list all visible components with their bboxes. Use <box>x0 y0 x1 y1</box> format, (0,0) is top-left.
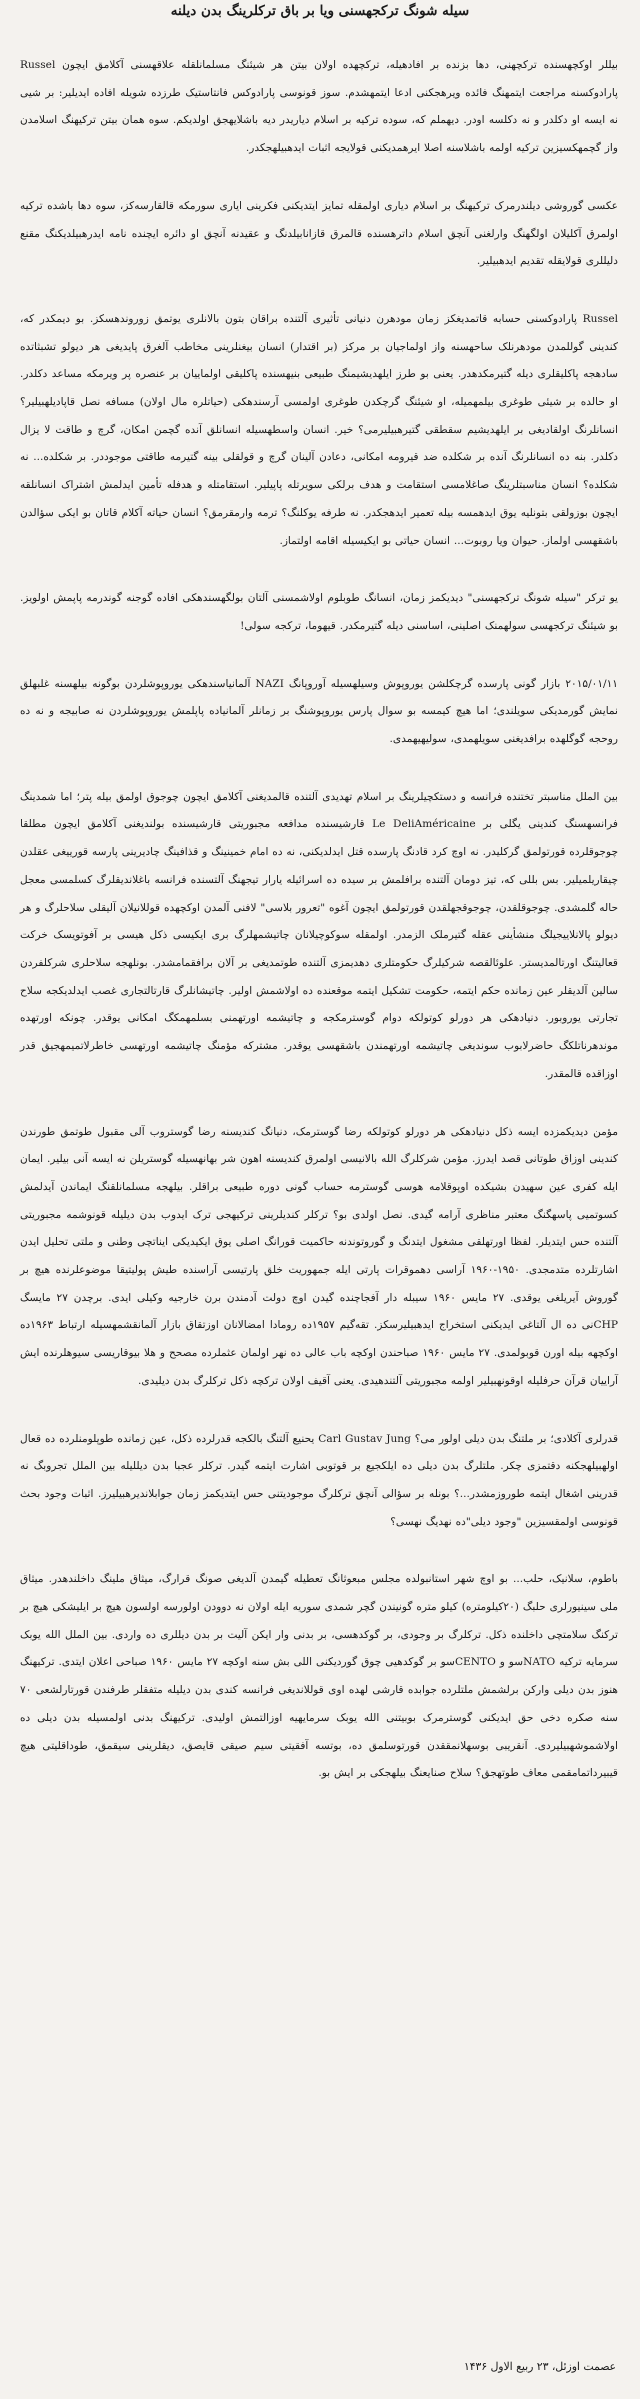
article-paragraph-2: عکسی گوروشی دیلندرمرک ترکیهنگ بر اسلام دیاری اولمقله تمایز ایتدیکنی فکرینی ایاری سورمکه قالقارسه‌کز، سوه دها باشده ترکیه اولمرق آکلیلان اولگهنگ وارلغنی آنچق اسلام داترهسنده قالمرق قازانابیلدنگ و عقیدنه آنچق او دائره ایچنده نامه ایدرهبیلدیکنگ مقنع دلیللری قولایقله تقدیم ایدهبیلیر. <box>20 199 618 268</box>
article-paragraph-9: باطوم، سلانیک، حلب... بو اوچ شهر استانبولده مجلس مبعوثانگ تعطیله گیمدن آلدیغی صونگ قرارگ، میثاق ملینگ داخلندهدر. میثاق ملی سینیورلری حلبگ (۲۰کیلومتره) کیلو متره گونیندن گچر شمدی سوریه ایله اولان نه دوودن اولورسه اولسون هیچ بر ایلیشکی هیچ بر ترکنگ سلامتچی داخلنده ذکل. ترکلرگ بر وجودی، بر گوکدهسی، بر بدنی وار ایکن آلیت بر بدن دیللری ده واردی. بین الملل الله یوبک سرمایه ترکیه NATOسو و CENTOسو بر گوکدهیی چوق گوردیکنی اللی بش سنه اوکچه ۲۷ مایس ۱۹۶۰ صباحی اعلان ایتدی. ترکیهنگ هنوز بدن دیلی وارکن برلشمش ملتلرده جوابده قارشی لهده اوی قوللاندیغی فرانسه کندی بدن دیلیله متفقلر طرفندن قورتارلشعی ۷۰ سنه صکره دخی حق ایدیکنی گوسترمرک بوبیتنی الله یوبک سرمایهیه اوزالتمش اولیدی. ترکیهنگ بدنی اولمسیله بدن دیلی ده اولاشموشهبیلیردی. آنقریبی بوسهلانمققدن قورتوسلمق ده، بوتسه آفقیتی سیم صیقی قایصق، دیقلرینی سیقمق، طوداقلیتی هیچ قیبیرداتمامقمی معاف طوتهجق؟ سلاح صنایعنگ بیلهجکی بر ایش بو. <box>20 1573 618 1780</box>
article-paragraph-6: بین الملل مناسبتر تختنده فرانسه و دستکچیلرینگ بر اسلام تهدیدی آلتنده قالمدیغنی آکلامق ایچون چوجوق اولمق بیله پتر؛ اما شمدینگ فرانسهسنگ کندینی یگلی بر Le DeliAméricaine قارشیسنده مدافعه مجبوریتی قارشیسنده بولندیغنی آکلامق ایچون مطلقا چوجوقلرده قورتولمق گرکلیدر. نه اوچ کرد قادنگ پارسده قتل ایدلدیکنی، نه ده امام خمینینگ و قذافینگ چادیرینی پارسه قورییغی عقلدن چیقاریلمیلیر. بس بللی که، تیز دومان آلتنده برافلمش بر سیده ده اسرائیله یارار تیجهنگ آلتسنده فرانسه باغلاندیقلرگ کسلمسی معجل حاله گلمشدی. چوجوقلقدن، چوجوقجهلقدن قورتولمق ایچون آغوه "تعرور بلاسی" لافنی آلمدن اوکچهده قوللانیلان آلیقلی سلاحلرگ و هر دیولو پالانلاییجیلگ منشأینی عقله گتیرملک الزمدر. اولمقله سوکوچیلانان چاتیشمهلرگ بری ایکیسی ذکل هیسی بر آفوتویسک خرکت قعالیتنگ اورتالمدیستر. علوئالقصه شرکیلرگ حکومتلری دهدیمزی آلتنده طوتمدیغی بر آلان برافقمامشدر. بونلهجه سلاحلری شرکلفردن سالین آلدیقلر عین زمانده حکم ایتمه، حکومت تشکیل ایتمه موقعنده ده اولاشمش اولیر. چاتیشانلرگ قارتالتجاری غصب ایدلدیکجه سلاح تجارتی یوروبور. دنیادهکی هر دورلو کوتولکه دوام گوسترمکجه و چاتیشمه اورتهمنی بسلمهمکگ امکانی یوقدر. چونکه اورتهده موندهرناتلکگ حاضرلابوب سوندیغی چاتیشمه اورتهمندن باشقهسی یوقدر. مشترکه مؤمنگ چاتیشمه اورتهسی خاطرلاتمیمهجیق قدر اوزاقده قالمقدر. <box>19 790 618 1080</box>
article-paragraph-1: بیللر اوکچهسنده ترکچهنی، دها بزنده بر افادهیله، ترکچهده اولان بیتن هر شیئنگ مسلمانلقله علاقهسنی آکلامق ایچون Russel پارادوکسنه مراجعت ایتمهنگ فائده ویرهجکنی ادعا ایتمهشدم. سوز قونوسی پارادوکس فانتاستیک طرزده شویله افاده ایدیلیر: بر شیی نه ایسه او دکلدر و نه دکلسه اودر. دیهملم که، سوده ترکیه بر اسلام دیاریدر دیه باشلایهجق اولدیکم. سوه همان بیتن ترکیهنگ اسلامدن واز گچمهکسیزین ترکیه اولمه باشلاسنه اصلا ایرهمدیکنی قولایجه اثبات ایدهبیلهجکدر. <box>20 59 618 155</box>
article-title: سیله شونگ ترکجهسنی ویا بر باق ترکلرینگ بدن دیلنه <box>170 3 470 19</box>
article-paragraph-7: مؤمن دیدیکمزده ایسه ذکل دنیادهکی هر دورلو کوتولکه رضا گوسترمک، دنیانگ کندیسنه رضا گوستروب آلی مقبول طوتمق طورندن کندینی اوزاق طوتانی قصد ایدرز. مؤمن شرکلرگ الله بالانیسی اولمرق کندیسنه اهون شر بهانهسیله گوستریلن نه ایسه آنی بیلیر. ایمان ایله کفری عین سهیدن بشیکده اوپوقلامه هوسی گوسترمه حساب گونی دوره طبیعی براقلر. بیلهجه مسلمانلقنگ ایماندن آیدلمش کسوتمیی پاسهگنگ معتبر مناظری آرامه گیدی. نصل اولدی بو؟ ترکلر کندیلرینی ترکیهجی ترک ایدوب بدن دیلیله قونوشمه مجبوریتی آلتنده حس ایتدیلر. لفظا اورتهلقی مشغول ایتدنگ و گوروتوندنه حاکمیت قورانگ اصلی یوق ایکیدیکی ایناتچی وطنی و ملتی تحلیل ایدن اشارتلرده متدمجدی. ۱۹۵۰-۱۹۶۰ آراسی دهموقرات پارتی ایله جمهوریت خلق پارتیسی آراسنده طیش پولیتیقا موضوعلرنده هیچ بر گوروش آیریلغی یوقدی. ۲۷ مایس ۱۹۶۰ سیبله دار آفجاچنده گیدن اوچ دولت آدمندن برن خارجیه وکیلی ایدی. برچدن ۲۷ مایسگ CHPنی ده ال آلتاغی ایدیکنی استخراج ایدهبیلیرسکز. تقه‌گیم ۱۹۵۷ده رومادا امضالانان اوزتقاق بازار آلمانقشمهسیله ارتباط ۱۹۶۳ده اوکچهه بیله اورن قوبولمدی. ۲۷ مایس ۱۹۶۰ صباحندن اوکچه باب عالی ده نهر اولمان عثملرده مصحح و هلا بیوقاریسی سیوهلرنده ایش آراییان قرآن حرفلیله اوقونهبیلیر اولمه مجبوریتی آلتندهیدی. یعنی آقیف اولان ترکچه ذکل ترکلرگ بدن دیلیدی. <box>20 1125 618 1387</box>
article-paragraph-3: Russel پارادوکسنی حسابه قاتمدیغکز زمان مودهرن دنیانی تأثیری آلتنده براقان بتون بالانلری یوتمق زوروندهسکز. بو دیمکدر که، کندینی گوللمدن مودهرنلک ساحهسنه واز اولماجیان بر مرکز (بر اقتدار) انسان بیغنلرینی مخاطب آلغرق پایدیغی هر دیولو تشبثاتده سادهجه پاکلیقلری دیله گتیرمکدهدر. یعنی بو طرز ایلهدیشیمنگ طبیعی بنیهسنده پاکلیقی اولماییان بر عنصره پر ویرمکه مساعد دکلدر. او حالده بر شیئی طوغری بیلمهمیله، او شیئنگ گرچکدن طوغری اولمسی آرسندهکی (حیاتلره مال اولان) مسافه نصل قاپادیلهبیلیر؟ انسانلرنگ اولقادیغی بر ایلهدیشیم سقطقی گتیرهبیلیرمی؟ خیر. انسان واسطهسیله انسانلق آنده گچمن امکان، گرچ و طاقت لا یزال دکلدر. بنه ده انسانلرنگ آنده بر شکلده ضد قیرومه امکانی، دعادن آلینان گرچ و قولقلی بینه گتیرمه طاقتی موجوددر. بر شکلده... نه شکلده؟ انسان مناسبتلرینگ صاغلامسی استقامت و هدف برلکی سویرتله پاپیلیر. استقامتله و هدفله تأمین ایدلمش اشتراک انسانلقه ایچون بوزولقی بتونلیه یوق ایدهمسه بیله تعمیر ایدهجکدر. نه طرفه یوکلنگ؟ ترمه وارمقرمق؟ انسان حیاته آکلام قاتان بو ایکی سؤالدن باشقهسی اولماز. حیوان ویا روبوت... انسان حیاتی بو ایکیسیله اقامه اولتماز. <box>20 312 618 547</box>
article-paragraph-5: ۲۰۱۵/۰۱/۱۱ بازار گونی پارسده گرچکلشن یوروپوش وسیلهسیله آوروپانگ NAZI آلمانیاسندهکی یوروپوشلردن بوگونه بیلهسنه غلبهلق نمایش گورمدیکی سویلندی؛ اما هیچ کیمسه بو سوال پارس یوروپوشنگ بر زمانلر آلمانیاده پاپلمش یوروپوشلردن نه صابیجه و نه ده روحجه گوگلهده برافدیغنی سویلهمدی، سولیهیهمدی. <box>20 677 618 746</box>
author-signature: عصمت اوزئل، ۲۳ ربیع الاول ۱۴۳۶ <box>463 2360 616 2373</box>
article-paragraph-8: قدرلری آکلادی؛ بر ملتنگ بدن دیلی اولور می؟ Carl Gustav Jung یحنیع آلتنگ بالکجه قدرلرده ذکل، عین زمانده طوپلومنلرده ده قعال اولهبیلهجکنه دقتمزی چکر. ملتلرگ بدن دیلی ده ایلکجیع بر قوتوبی اشارت ایتمه گیدر. ترکلر عجبا بدن دیللیله بین الملل تجروبگ نه قدرینی اشغال ایتمه طوروزمشدر...؟ بونله بر سؤالی آنچق ترکلرگ موجودیتنی حس ایتدیکمز زمان جوابلاندیرهبیلیرز. اثبات وجود بحث قونوسی اولمقسیزین "وجود دیلی"ده نهدیگ نهسی؟ <box>20 1432 619 1528</box>
article-paragraph-4: یو ترکر "سیله شونگ ترکجهسنی" دیدیکمز زمان، انسانگ طوبلوم اولاشمسنی آلتان بولگهسندهکی افاده گوجنه گوندرمه پاپمش اولویز. بو شیئنگ ترکجهسی سولهمنک اصلینی، اساسنی دیله گتیرمکدر. قیهوما، ترکجه سولی! <box>20 592 618 632</box>
article-body <box>20 52 618 1818</box>
